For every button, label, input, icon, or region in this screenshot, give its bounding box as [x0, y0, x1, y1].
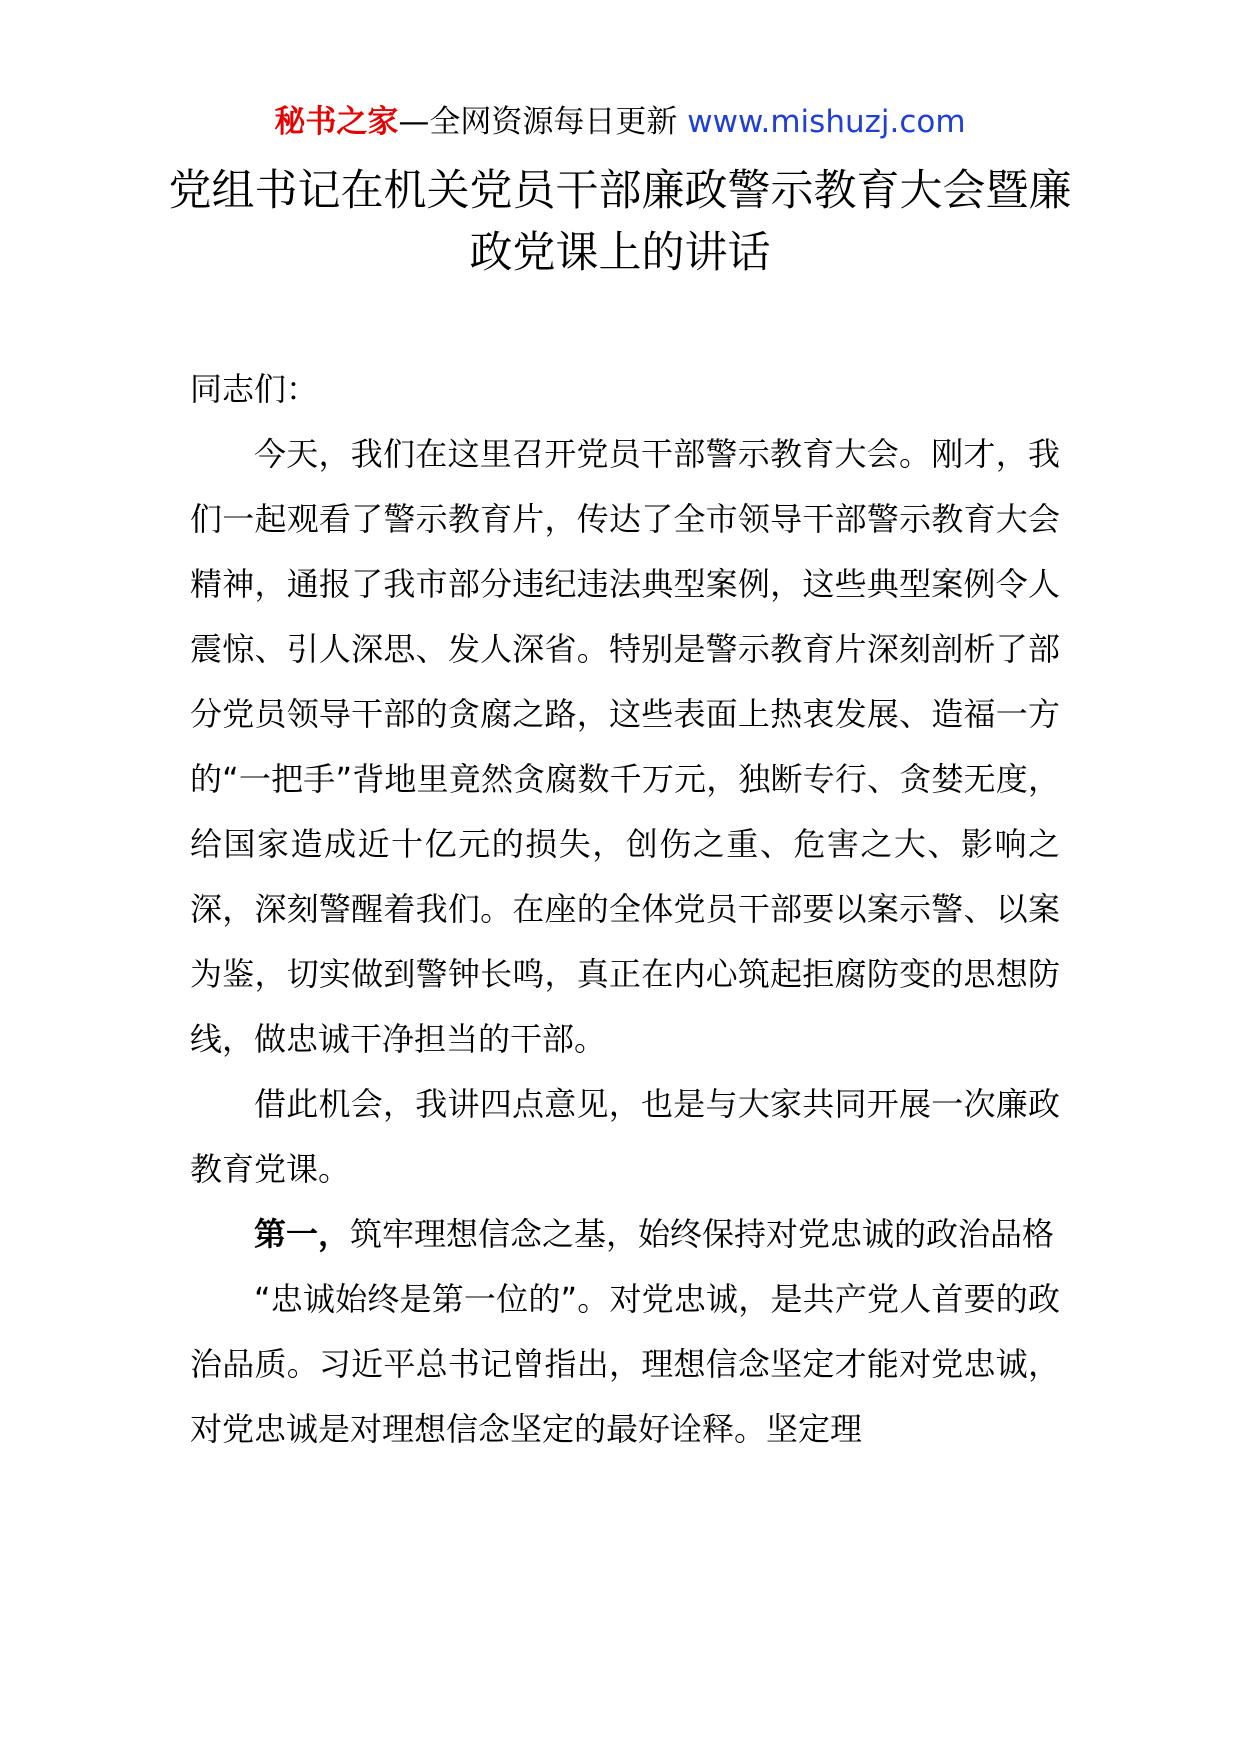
section-heading-one: [190, 1202, 1060, 1267]
document-body: [190, 357, 1060, 1462]
document-title: 党组书记在机关党员干部廉政警示教育大会暨廉政党课上的讲话: [168, 166, 1072, 278]
salutation: 同志们：: [190, 370, 319, 408]
paragraph-opening: 今天，我们在这里召开党员干部警示教育大会。刚才，我们一起观看了警示教育片，传达了全市领导干部警示教育大会精神，通报了我市部分违纪违法典型案例，这些典型案例令人震惊、引人深思、发人深省。特别是警示教育片深刻剖析了部分党员领导干部的贪腐之路，这些表面上热衷发展、造福一方的“一把手”背地里竟然贪腐数千万元，独断专行、贪婪无度，给国家造成近十亿元的损失，创伤之重、危害之大、影响之深，深刻警醒着我们。在座的全体党员干部要以案示警、以案为鉴，切实做到警钟长鸣，真正在内心筑起拒腐防变的思想防线，做忠诚干净担当的干部。: [190, 435, 1060, 1058]
paragraph-intro: 借此机会，我讲四点意见，也是与大家共同开展一次廉政教育党课。: [190, 1085, 1060, 1188]
paragraph-loyalty: “忠诚始终是第一位的”。对党忠诚，是共产党人首要的政治品质。习近平总书记曾指出，理想信念坚定才能对党忠诚，对党忠诚是对理想信念坚定的最好诠释。坚定理: [190, 1280, 1060, 1448]
section-number: 第一，: [254, 1215, 351, 1253]
section-heading-text: 筑牢理想信念之基，始终保持对党忠诚的政治品格: [350, 1215, 1055, 1253]
site-tagline: —全网资源每日更新: [398, 104, 688, 140]
site-brand: 秘书之家: [274, 104, 399, 140]
site-header: [0, 100, 1240, 144]
site-url-link[interactable]: www.mishuzj.com: [687, 104, 966, 140]
